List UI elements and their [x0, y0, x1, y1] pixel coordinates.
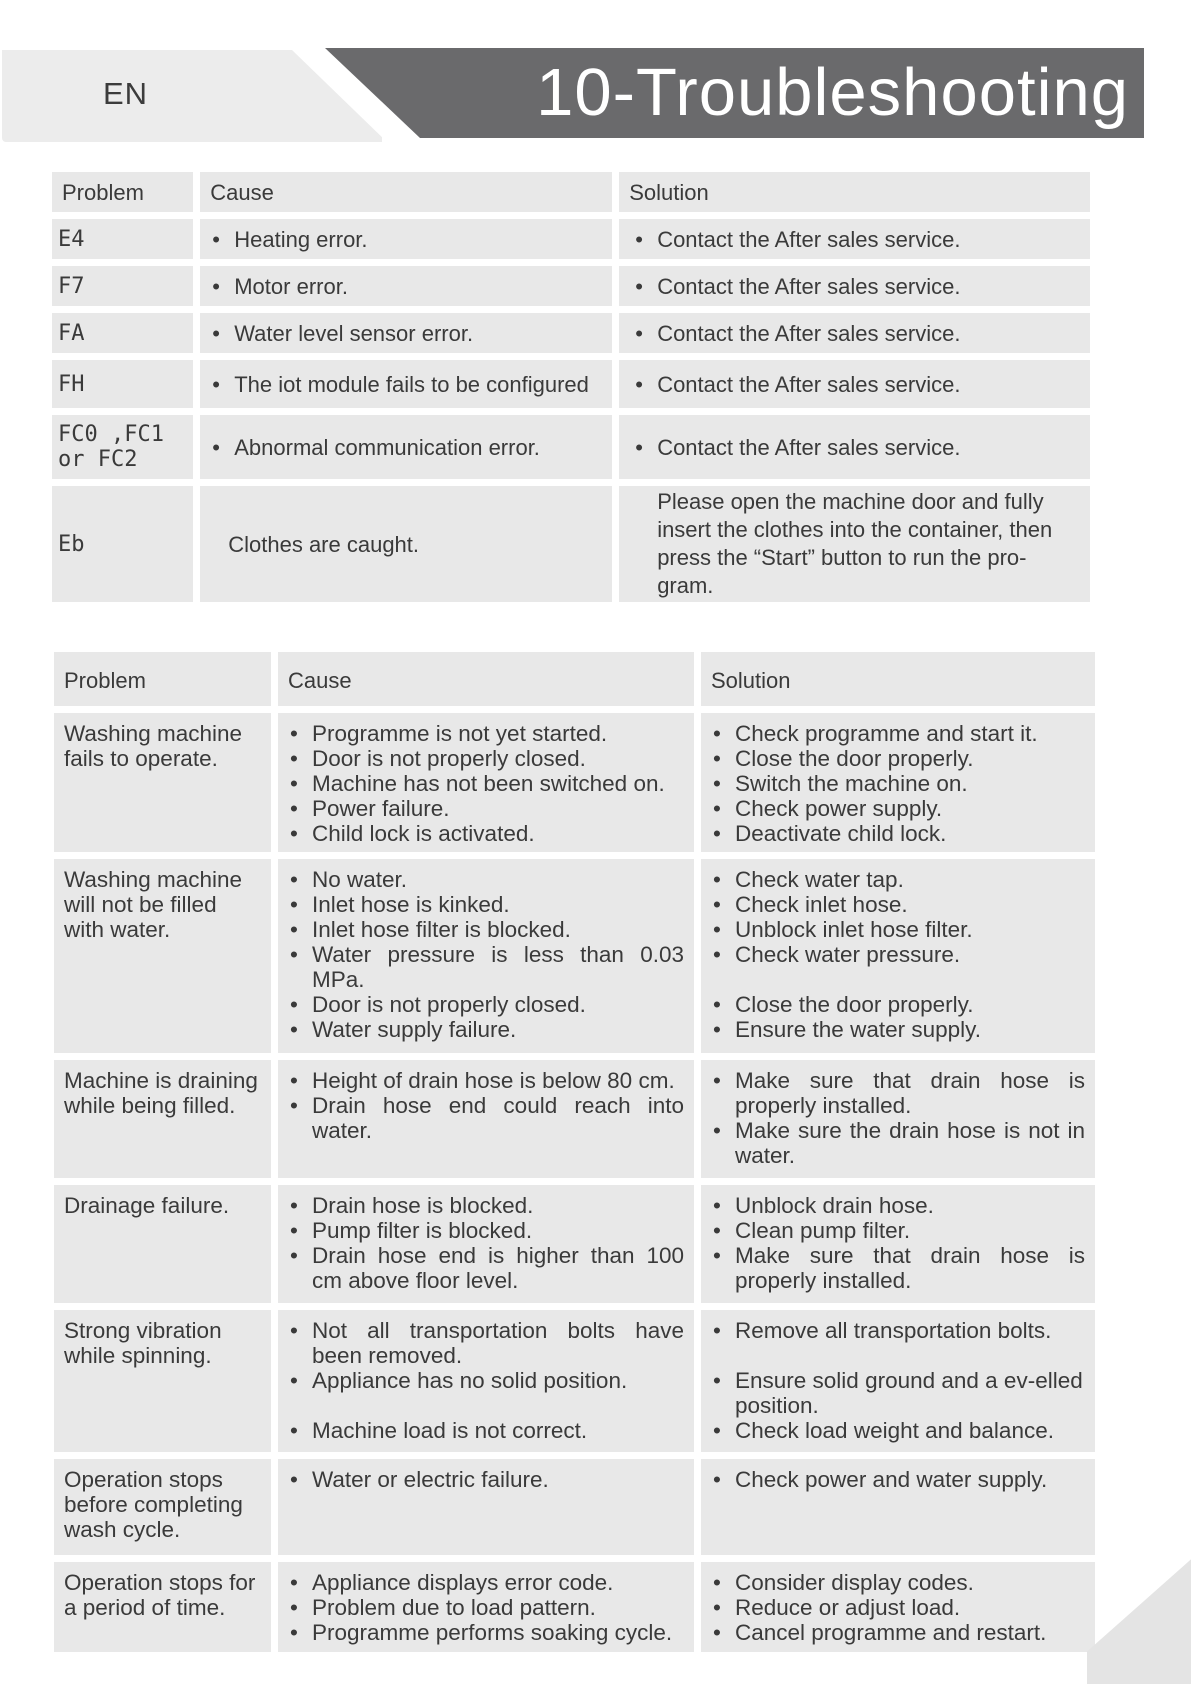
list-item: • Close the door properly.: [711, 746, 1085, 771]
list-item: • Contact the After sales service.: [633, 227, 1080, 252]
list-item: • Contact the After sales service.: [633, 372, 1080, 397]
language-label: EN: [103, 76, 149, 111]
list-item: • Contact the After sales service.: [633, 321, 1080, 346]
solution-cell: [619, 266, 1090, 306]
list-item: • Close the door properly.: [711, 992, 1085, 1017]
table-row: [52, 360, 1090, 408]
list-item: • Machine has not been switched on.: [288, 771, 684, 796]
cause-cell: [200, 360, 612, 408]
table-row: [52, 415, 1090, 479]
list-item: • Make sure the drain hose is not in water.: [711, 1118, 1085, 1168]
list-item: • No water.: [288, 867, 684, 892]
list-item: • Water or electric failure.: [288, 1467, 684, 1492]
list-item: • Not all transportation bolts have been removed.: [288, 1318, 684, 1368]
solution-cell: [701, 859, 1095, 1053]
table-row: [52, 313, 1090, 353]
list-item: • Unblock drain hose.: [711, 1193, 1085, 1218]
table-row: [52, 486, 1090, 602]
cause-cell: [200, 266, 612, 306]
error-code: FH: [52, 360, 193, 408]
cause-cell: [278, 1562, 694, 1652]
problem-cell: Drainage failure.: [54, 1185, 271, 1303]
list-item: • Check inlet hose.: [711, 892, 1085, 917]
list-item: • Reduce or adjust load.: [711, 1595, 1085, 1620]
list-item: • Switch the machine on.: [711, 771, 1085, 796]
list-item: • Ensure the water supply.: [711, 1017, 1085, 1042]
list-item: • Consider display codes.: [711, 1570, 1085, 1595]
list-item: • Ensure solid ground and a ev-elled position.: [711, 1368, 1085, 1418]
solution-cell: [619, 313, 1090, 353]
list-item: • Check load weight and balance.: [711, 1418, 1085, 1443]
problem-cell: Operation stops for a period of time.: [54, 1562, 271, 1652]
list-item: • The iot module fails to be configured: [210, 372, 602, 397]
solution-cell: [701, 1562, 1095, 1652]
list-item: • Check water tap.: [711, 867, 1085, 892]
list-item: • Door is not properly closed.: [288, 992, 684, 1017]
table-row: [54, 1060, 1095, 1178]
list-item: • Abnormal communication error.: [210, 435, 602, 460]
list-item: • Water supply failure.: [288, 1017, 684, 1042]
problem-cell: Strong vibration while spinning.: [54, 1310, 271, 1452]
list-item: • Remove all transportation bolts.: [711, 1318, 1085, 1343]
list-item: • Make sure that drain hose is properly installed.: [711, 1243, 1085, 1293]
cause-cell: Clothes are caught.: [200, 486, 612, 602]
cause-cell: [278, 1459, 694, 1555]
list-item: • Drain hose end is higher than 100 cm above floor level.: [288, 1243, 684, 1293]
list-item: • Pump filter is blocked.: [288, 1218, 684, 1243]
page-title: 10-Troubleshooting: [536, 55, 1129, 130]
header-left-tab: [2, 50, 382, 142]
cause-cell: [278, 859, 694, 1053]
error-code: Eb: [52, 486, 193, 602]
problem-cell: Operation stops before completing wash cycle.: [54, 1459, 271, 1555]
table-row: [54, 1562, 1095, 1652]
error-code: FA: [52, 313, 193, 353]
list-item: • Inlet hose is kinked.: [288, 892, 684, 917]
cause-cell: [200, 313, 612, 353]
cause-cell: [278, 1185, 694, 1303]
list-item: • Contact the After sales service.: [633, 274, 1080, 299]
error-code: F7: [52, 266, 193, 306]
cause-cell: [278, 713, 694, 852]
list-item: • Water pressure is less than 0.03 MPa.: [288, 942, 684, 992]
list-item: • Heating error.: [210, 227, 602, 252]
error-code: E4: [52, 219, 193, 259]
solution-cell: [701, 713, 1095, 852]
list-item: • Check programme and start it.: [711, 721, 1085, 746]
list-item: • Make sure that drain hose is properly installed.: [711, 1068, 1085, 1118]
list-item: • Programme performs soaking cycle.: [288, 1620, 684, 1645]
list-item: • Child lock is activated.: [288, 821, 684, 846]
header-cause: Cause: [200, 172, 612, 212]
list-item: • Deactivate child lock.: [711, 821, 1085, 846]
header-cause: Cause: [278, 652, 694, 706]
list-item: • Power failure.: [288, 796, 684, 821]
list-item: • Drain hose end could reach into water.: [288, 1093, 684, 1143]
table-row: [54, 859, 1095, 1053]
solution-cell: Please open the machine door and fully insert the clothes into the container, then press the “Start” button to run the pro-gram.: [619, 486, 1090, 602]
cause-cell: [200, 219, 612, 259]
header-solution: Solution: [701, 652, 1095, 706]
list-item: • Water level sensor error.: [210, 321, 602, 346]
list-item: • Check power and water supply.: [711, 1467, 1085, 1492]
table-row: [54, 1459, 1095, 1555]
table-row: [52, 219, 1090, 259]
solution-cell: [619, 360, 1090, 408]
list-item: • Check power supply.: [711, 796, 1085, 821]
solution-cell: [619, 219, 1090, 259]
list-item: • Check water pressure.: [711, 942, 1085, 967]
solution-cell: [701, 1310, 1095, 1452]
page-corner-decoration: [1087, 1554, 1191, 1684]
list-item: • Machine load is not correct.: [288, 1418, 684, 1443]
list-item: • Drain hose is blocked.: [288, 1193, 684, 1218]
list-item: • Problem due to load pattern.: [288, 1595, 684, 1620]
list-item: • Door is not properly closed.: [288, 746, 684, 771]
header-problem: Problem: [54, 652, 271, 706]
table-row: [54, 713, 1095, 852]
problem-table: [47, 645, 1102, 1659]
solution-cell: [701, 1060, 1095, 1178]
cause-cell: [200, 415, 612, 479]
list-item: • Cancel programme and restart.: [711, 1620, 1085, 1645]
table-row: [52, 266, 1090, 306]
error-code-table: [45, 165, 1097, 609]
error-code: FC0 ,FC1 or FC2: [52, 415, 193, 479]
cause-cell: [278, 1060, 694, 1178]
list-item: • Contact the After sales service.: [633, 435, 1080, 460]
problem-cell: Machine is draining while being filled.: [54, 1060, 271, 1178]
list-item: • Unblock inlet hose filter.: [711, 917, 1085, 942]
header-solution: Solution: [619, 172, 1090, 212]
problem-cell: Washing machine will not be filled with water.: [54, 859, 271, 1053]
list-item: • Clean pump filter.: [711, 1218, 1085, 1243]
solution-cell: [701, 1459, 1095, 1555]
solution-cell: [701, 1185, 1095, 1303]
table-row: [54, 1185, 1095, 1303]
table-row: [54, 1310, 1095, 1452]
problem-cell: Washing machine fails to operate.: [54, 713, 271, 852]
list-item: • Programme is not yet started.: [288, 721, 684, 746]
list-item: • Motor error.: [210, 274, 602, 299]
cause-cell: [278, 1310, 694, 1452]
solution-cell: [619, 415, 1090, 479]
list-item: • Appliance displays error code.: [288, 1570, 684, 1595]
list-item: • Inlet hose filter is blocked.: [288, 917, 684, 942]
header-problem: Problem: [52, 172, 193, 212]
list-item: • Height of drain hose is below 80 cm.: [288, 1068, 684, 1093]
list-item: • Appliance has no solid position.: [288, 1368, 684, 1393]
